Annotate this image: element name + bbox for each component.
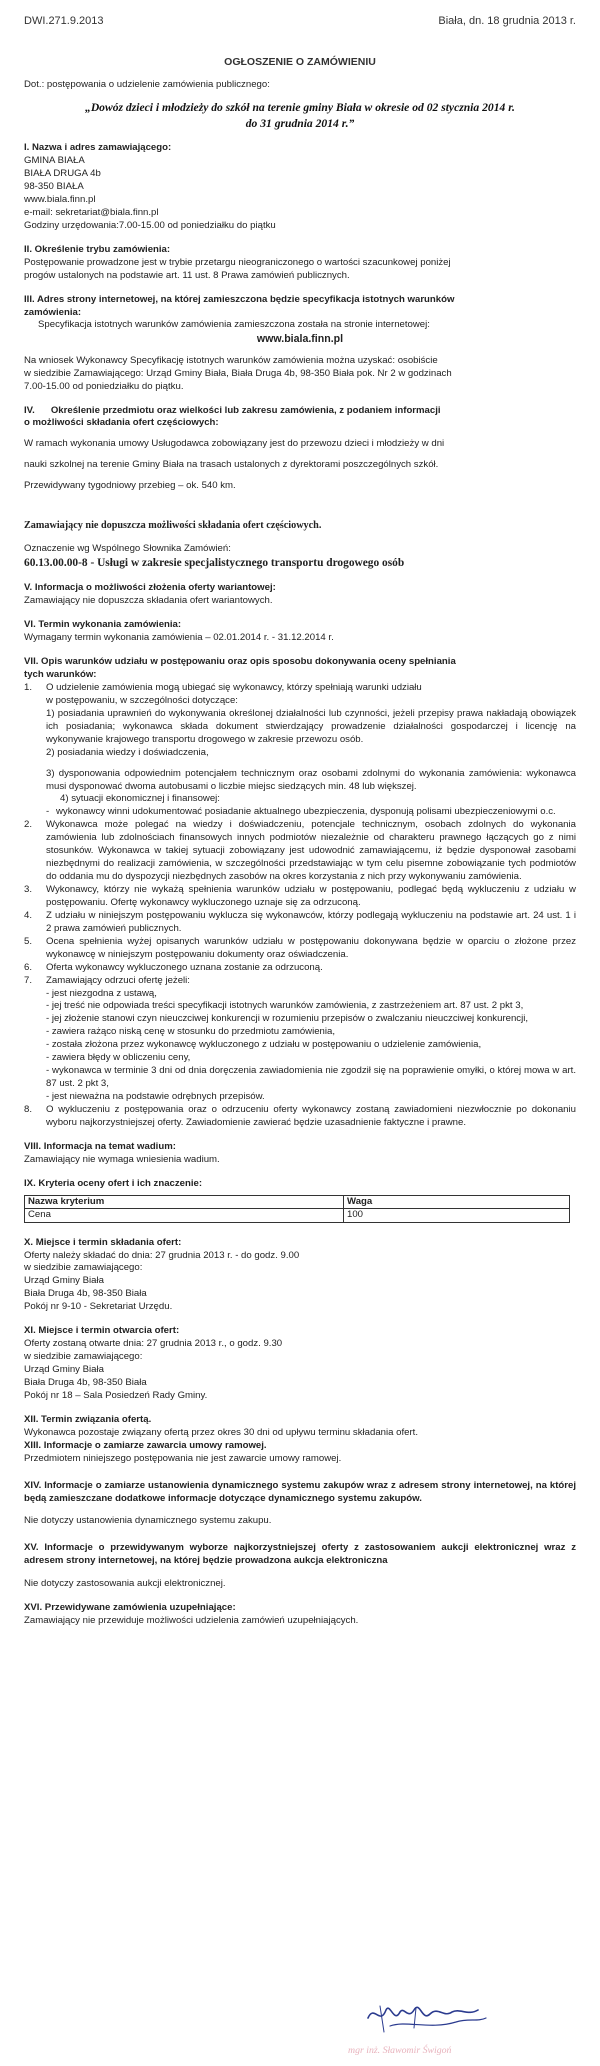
rejection-reason: - wykonawca w terminie 3 dni od dnia doręczenia zawiadomienia nie zgodził się na poprawienie omyłki, o której mowa w art. 87 ust. 2 pkt 3, — [46, 1065, 576, 1090]
condition-text: Zamawiający odrzuci ofertę jeżeli: — [46, 974, 190, 986]
spec-url[interactable]: www.biala.finn.pl — [256, 333, 344, 346]
rejection-reasons — [24, 988, 576, 1104]
criteria-name-header: Nazwa kryterium — [25, 1195, 344, 1208]
heading-line: elektronicznej wraz z adresem strony internetowej, na której będzie prowadzona aukcja — [24, 1542, 576, 1567]
section-9 — [24, 1178, 576, 1223]
section-14 — [24, 1480, 576, 1529]
condition-number: 6. — [24, 961, 33, 973]
section-11 — [24, 1325, 576, 1403]
condition-number: 8. — [24, 1103, 33, 1115]
condition-1 — [24, 682, 576, 819]
section-heading — [24, 1542, 576, 1568]
condition-number: 4. — [24, 909, 33, 921]
section-8 — [24, 1141, 576, 1167]
handwritten-signature — [360, 1996, 500, 2042]
section-15 — [24, 1542, 576, 1591]
section-heading — [24, 1480, 576, 1506]
section-text: Zamawiający nie przewiduje możliwości udzielenia zamówień uzupełniających. — [24, 1615, 359, 1627]
section-heading: VII. Opis warunków udziału w postępowaniu oraz opis sposobu dokonywania oceny spełniania — [24, 656, 456, 668]
procurement-subject — [34, 100, 566, 131]
condition-number: 1. — [24, 681, 33, 693]
section-5 — [24, 582, 576, 608]
org-website[interactable]: www.biala.finn.pl — [24, 193, 96, 205]
section-heading: V. Informacja o możliwości złożenia oferty wariantowej: — [24, 582, 276, 594]
subject-line: „Dowóz dzieci i młodzieży do szkół na terenie gminy Biała w okresie od 02 stycznia 2014 r. — [85, 100, 515, 114]
section-text: Wymagany termin wykonania zamówienia – 02.01.2014 r. - 31.12.2014 r. — [24, 632, 334, 644]
section-1 — [24, 142, 576, 233]
weekly-mileage: Przewidywany tygodniowy przebieg – ok. 540 km. — [24, 480, 236, 492]
section-text: Biała Druga 4b, 98-350 Biała — [24, 1376, 147, 1388]
section-heading: I. Nazwa i adres zamawiającego: — [24, 142, 172, 154]
condition-text: Ocena spełnienia wyżej opisanych warunków udziału w postępowaniu dokonywana będzie w oparciu o złożone przez wykonawcę w niniejszym postępowaniu dokumenty oraz oświadczenia. — [46, 935, 576, 960]
section-heading: o możliwości składania ofert częściowych: — [24, 417, 219, 429]
section-text: Wykonawca pozostaje związany ofertą przez okres 30 dni od upływu terminu składania ofert. — [24, 1426, 418, 1438]
section-heading: III. Adres strony internetowej, na której zamieszczona będzie specyfikacja istotnych warunków — [24, 293, 455, 305]
condition-body — [46, 682, 576, 819]
condition-text: O wykluczeniu z postępowania oraz o odrzuceniu oferty wykonawcy zostaną zawiadomieni niezwłocznie po dokonaniu wyboru najkorzystniejszej oferty. Zawiadomienie zawierać będzie uzasadnienie faktyczne i prawne. — [46, 1103, 576, 1128]
section-heading: IV. Określenie przedmiotu oraz wielkości lub zakresu zamówienia, z podaniem informacji — [24, 404, 441, 416]
section-text: Przedmiotem niniejszego postępowania nie jest zawarcie umowy ramowej. — [24, 1452, 342, 1464]
condition-4 — [24, 910, 576, 936]
section-text: Postępowanie prowadzone jest w trybie przetargu nieograniczonego o wartości szacunkowej poniżej — [24, 256, 451, 268]
criteria-table — [24, 1195, 570, 1223]
condition-text: Wykonawcy, którzy nie wykażą spełnienia warunków udziału w postępowaniu, podlegać będą wykluczeniu z udziału w postępowaniu. Ofertę wykonawcy wykluczonego uznaje się za odrzuconą. — [46, 884, 576, 908]
heading-line: dynamicznego systemu zakupów. — [268, 1492, 422, 1504]
heading-line: XIV. Informacje o zamiarze ustanowienia dynamicznego systemu zakupów wraz z adresem — [24, 1479, 439, 1491]
criteria-name-cell: Cena — [25, 1209, 344, 1222]
section-text: w siedzibie zamawiającego: — [24, 1262, 143, 1274]
section-heading: zamówienia: — [24, 306, 82, 318]
rejection-reason: - jest nieważna na podstawie odrębnych przepisów. — [46, 1091, 265, 1102]
cpv-code: 60.13.00.00-8 - Usługi w zakresie specjalistycznego transportu drogowego osób — [24, 556, 405, 569]
condition-number: 5. — [24, 935, 33, 947]
section-heading: XVI. Przewidywane zamówienia uzupełniające: — [24, 1602, 236, 1614]
section-heading: IX. Kryteria oceny ofert i ich znaczenie: — [24, 1177, 203, 1189]
rejection-reason: - zawiera błędy w obliczeniu ceny, — [46, 1052, 191, 1064]
section-7 — [24, 656, 576, 1130]
section-heading: XI. Miejsce i termin otwarcia ofert: — [24, 1325, 180, 1337]
condition-sub-4: 4) sytuacji ekonomicznej i finansowej: — [60, 793, 220, 805]
section-text: W ramach wykonania umowy Usługodawca zobowiązany jest do przewozu dzieci i młodzieży w dni — [24, 438, 445, 450]
partial-offers-note: Zamawiający nie dopuszcza możliwości składania ofert częściowych. — [24, 520, 322, 532]
condition-text: Oferta wykonawcy wykluczonego uznana zostanie za odrzuconą. — [46, 961, 323, 973]
cpv-block — [24, 543, 576, 571]
condition-2 — [24, 819, 576, 884]
rejection-reason: - jest niezgodna z ustawą, — [46, 987, 157, 999]
condition-3 — [24, 884, 576, 910]
condition-7 — [24, 975, 576, 988]
condition-sub-2: 2) posiadania wiedzy i doświadczenia, — [46, 746, 209, 758]
rejection-reason: - jej złożenie stanowi czyn nieuczciwej konkurencji w rozumieniu przepisów o zwalczaniu nieuczciwej konkurencji, — [46, 1013, 529, 1025]
condition-body — [46, 975, 576, 988]
spec-location: Specyfikacja istotnych warunków zamówienia zamieszczona została na stronie internetowej: — [38, 319, 430, 331]
section-text: Biała Druga 4b, 98-350 Biała — [24, 1288, 147, 1300]
section-16 — [24, 1602, 576, 1628]
section-text: Na wniosek Wykonawcy Specyfikację istotnych warunków zamówienia można uzyskać: osobiście — [24, 354, 438, 366]
org-email[interactable]: e-mail: sekretariat@biala.finn.pl — [24, 206, 159, 218]
section-text: nauki szkolnej na terenie Gminy Biała na trasach ustalonych z dyrektorami poszczególnych szkół. — [24, 459, 439, 471]
section-text: progów ustalonych na podstawie art. 11 ust. 8 Prawa zamówień publicznych. — [24, 269, 350, 281]
section-text: Nie dotyczy zastosowania aukcji elektronicznej. — [24, 1578, 226, 1590]
rejection-reason: - jej treść nie odpowiada treści specyfikacji istotnych warunków zamówienia, z zastrzeżeniem art. 87 ust. 2 pkt 3, — [46, 1000, 524, 1012]
section-6 — [24, 619, 576, 645]
condition-sub-4-text: wykonawcy winni udokumentować posiadanie aktualnego ubezpieczenia, dysponują polisami ubezpieczeniowymi o.c. — [56, 806, 556, 818]
place-and-date: Biała, dn. 18 grudnia 2013 r. — [438, 15, 576, 27]
condition-text: w postępowaniu, w szczególności dotyczące: — [46, 694, 238, 706]
section-2 — [24, 244, 576, 283]
heading-line: strony internetowej, na której będą zamieszczane dodatkowe informacje dotyczące — [24, 1479, 577, 1504]
org-street: BIAŁA DRUGA 4b — [24, 168, 101, 180]
section-text: w siedzibie Zamawiającego: Urząd Gminy Biała, Biała Druga 4b, 98-350 Biała pok. Nr 2 w godzinach — [24, 367, 452, 379]
section-heading: X. Miejsce i termin składania ofert: — [24, 1236, 182, 1248]
section-text: Zamawiający nie wymaga wniesienia wadium. — [24, 1153, 220, 1165]
section-text: Oferty należy składać do dnia: 27 grudnia 2013 r. - do godz. 9.00 — [24, 1249, 300, 1261]
section-10 — [24, 1237, 576, 1315]
condition-sub-4-item — [46, 806, 576, 819]
org-name: GMINA BIAŁA — [24, 155, 85, 167]
section-text: 7.00-15.00 od poniedziałku do piątku. — [24, 380, 184, 392]
section-text: Urząd Gminy Biała — [24, 1364, 104, 1375]
regarding-line: Dot.: postępowania o udzielenie zamówienia publicznego: — [24, 79, 270, 91]
criteria-weight-header: Waga — [344, 1195, 570, 1208]
dash-marker: - — [46, 806, 50, 818]
rejection-reason: - zawiera rażąco niską cenę w stosunku do przedmiotu zamówienia, — [46, 1026, 336, 1038]
heading-line: elektroniczna — [326, 1555, 388, 1567]
table-header-row — [25, 1195, 570, 1208]
section-12 — [24, 1414, 576, 1440]
org-postcode: 98-350 BIAŁA — [24, 181, 84, 193]
office-hours: Godziny urzędowania:7.00-15.00 od poniedziałku do piątku — [24, 219, 276, 231]
section-text: Urząd Gminy Biała — [24, 1275, 104, 1287]
subject-line: do 31 grudnia 2014 r.” — [245, 116, 355, 130]
condition-6 — [24, 962, 576, 975]
section-text: w siedzibie zamawiającego: — [24, 1351, 143, 1363]
header — [24, 14, 576, 29]
section-heading: VI. Termin wykonania zamówienia: — [24, 619, 182, 631]
reference-number: DWI.271.9.2013 — [24, 15, 104, 27]
section-text: Nie dotyczy ustanowienia dynamicznego systemu zakupu. — [24, 1515, 272, 1527]
section-4 — [24, 405, 576, 494]
section-text: Zamawiający nie dopuszcza składania ofert wariantowych. — [24, 595, 273, 607]
condition-sub-3: 3) dysponowania odpowiednim potencjałem technicznym oraz osobami zdolnymi do wykonania zamówienia: wykonawca musi dysponować dwoma autobusami o liczbie miejsc siedzących min. 48 lub większej. — [46, 767, 576, 792]
section-text: Oferty zostaną otwarte dnia: 27 grudnia 2013 r., o godz. 9.30 — [24, 1338, 283, 1350]
section-3 — [24, 294, 576, 394]
document-title: OGŁOSZENIE O ZAMÓWIENIU — [224, 55, 376, 68]
condition-5 — [24, 936, 576, 962]
rejection-reason: - została złożona przez wykonawcę wykluczonego z udziału w postępowaniu o udzielenie zamówienia, — [46, 1039, 482, 1051]
condition-sub-1: 1) posiadania uprawnień do wykonywania określonej działalności lub czynności, jeżeli przepisy prawa nakładają obowiązek ich posiadania; wykonawca składa dokument stwierdzający prowadzenie działalności gospodarczej i licencję na wykonywanie krajowego transportu drogowego w zakresie przewozu osób. — [46, 707, 576, 745]
condition-8 — [24, 1104, 576, 1130]
section-heading: tych warunków: — [24, 669, 97, 680]
condition-text: Wykonawca może polegać na wiedzy i doświadczeniu, potencjale technicznym, osobach zdolnych do wykonania zamówienia lub zdolnościach finansowych innych podmiotów niezależnie od charakteru prawnego łączących go z nimi stosunków. Wykonawca w takiej sytuacji zobowiązany jest udowodnić zamawiającemu, iż będzie dysponował zasobami niezbędnymi do realizacji zamówienia, w szczególności przedstawiając w tym celu pisemne zobowiązanie tych podmiotów do oddania mu do dyspozycji niezbędnych zasobów na okres korzystania z nich przy wykonywaniu zamówienia. — [46, 819, 576, 883]
section-text: Pokój nr 9-10 - Sekretariat Urzędu. — [24, 1301, 173, 1313]
section-13 — [24, 1440, 576, 1466]
section-heading: VIII. Informacja na temat wadium: — [24, 1140, 176, 1152]
criteria-weight-cell: 100 — [344, 1209, 570, 1222]
condition-text: O udzielenie zamówienia mogą ubiegać się wykonawcy, którzy spełniają warunki udziału — [46, 681, 422, 693]
section-heading: XIII. Informacje o zamiarze zawarcia umowy ramowej. — [24, 1439, 267, 1451]
section-text: Pokój nr 18 – Sala Posiedzeń Rady Gminy. — [24, 1389, 208, 1401]
condition-text: Z udziału w niniejszym postępowaniu wyklucza się wykonawców, którzy podlegają wykluczeniu na podstawie art. 24 ust. 1 i 2 prawa zamówień publicznych. — [46, 909, 576, 934]
condition-number: 7. — [24, 974, 33, 986]
condition-number: 3. — [24, 884, 33, 895]
signatory-name: mgr inż. Sławomir Świgoń — [348, 2045, 452, 2056]
section-heading: II. Określenie trybu zamówienia: — [24, 243, 171, 255]
condition-number: 2. — [24, 819, 33, 831]
cpv-label: Oznaczenie wg Wspólnego Słownika Zamówień: — [24, 542, 231, 554]
table-row — [25, 1209, 570, 1222]
heading-line: XV. Informacje o przewidywanym wyborze najkorzystniejszej oferty z zastosowaniem aukcji — [24, 1542, 469, 1554]
section-heading: XII. Termin związania ofertą. — [24, 1413, 152, 1425]
